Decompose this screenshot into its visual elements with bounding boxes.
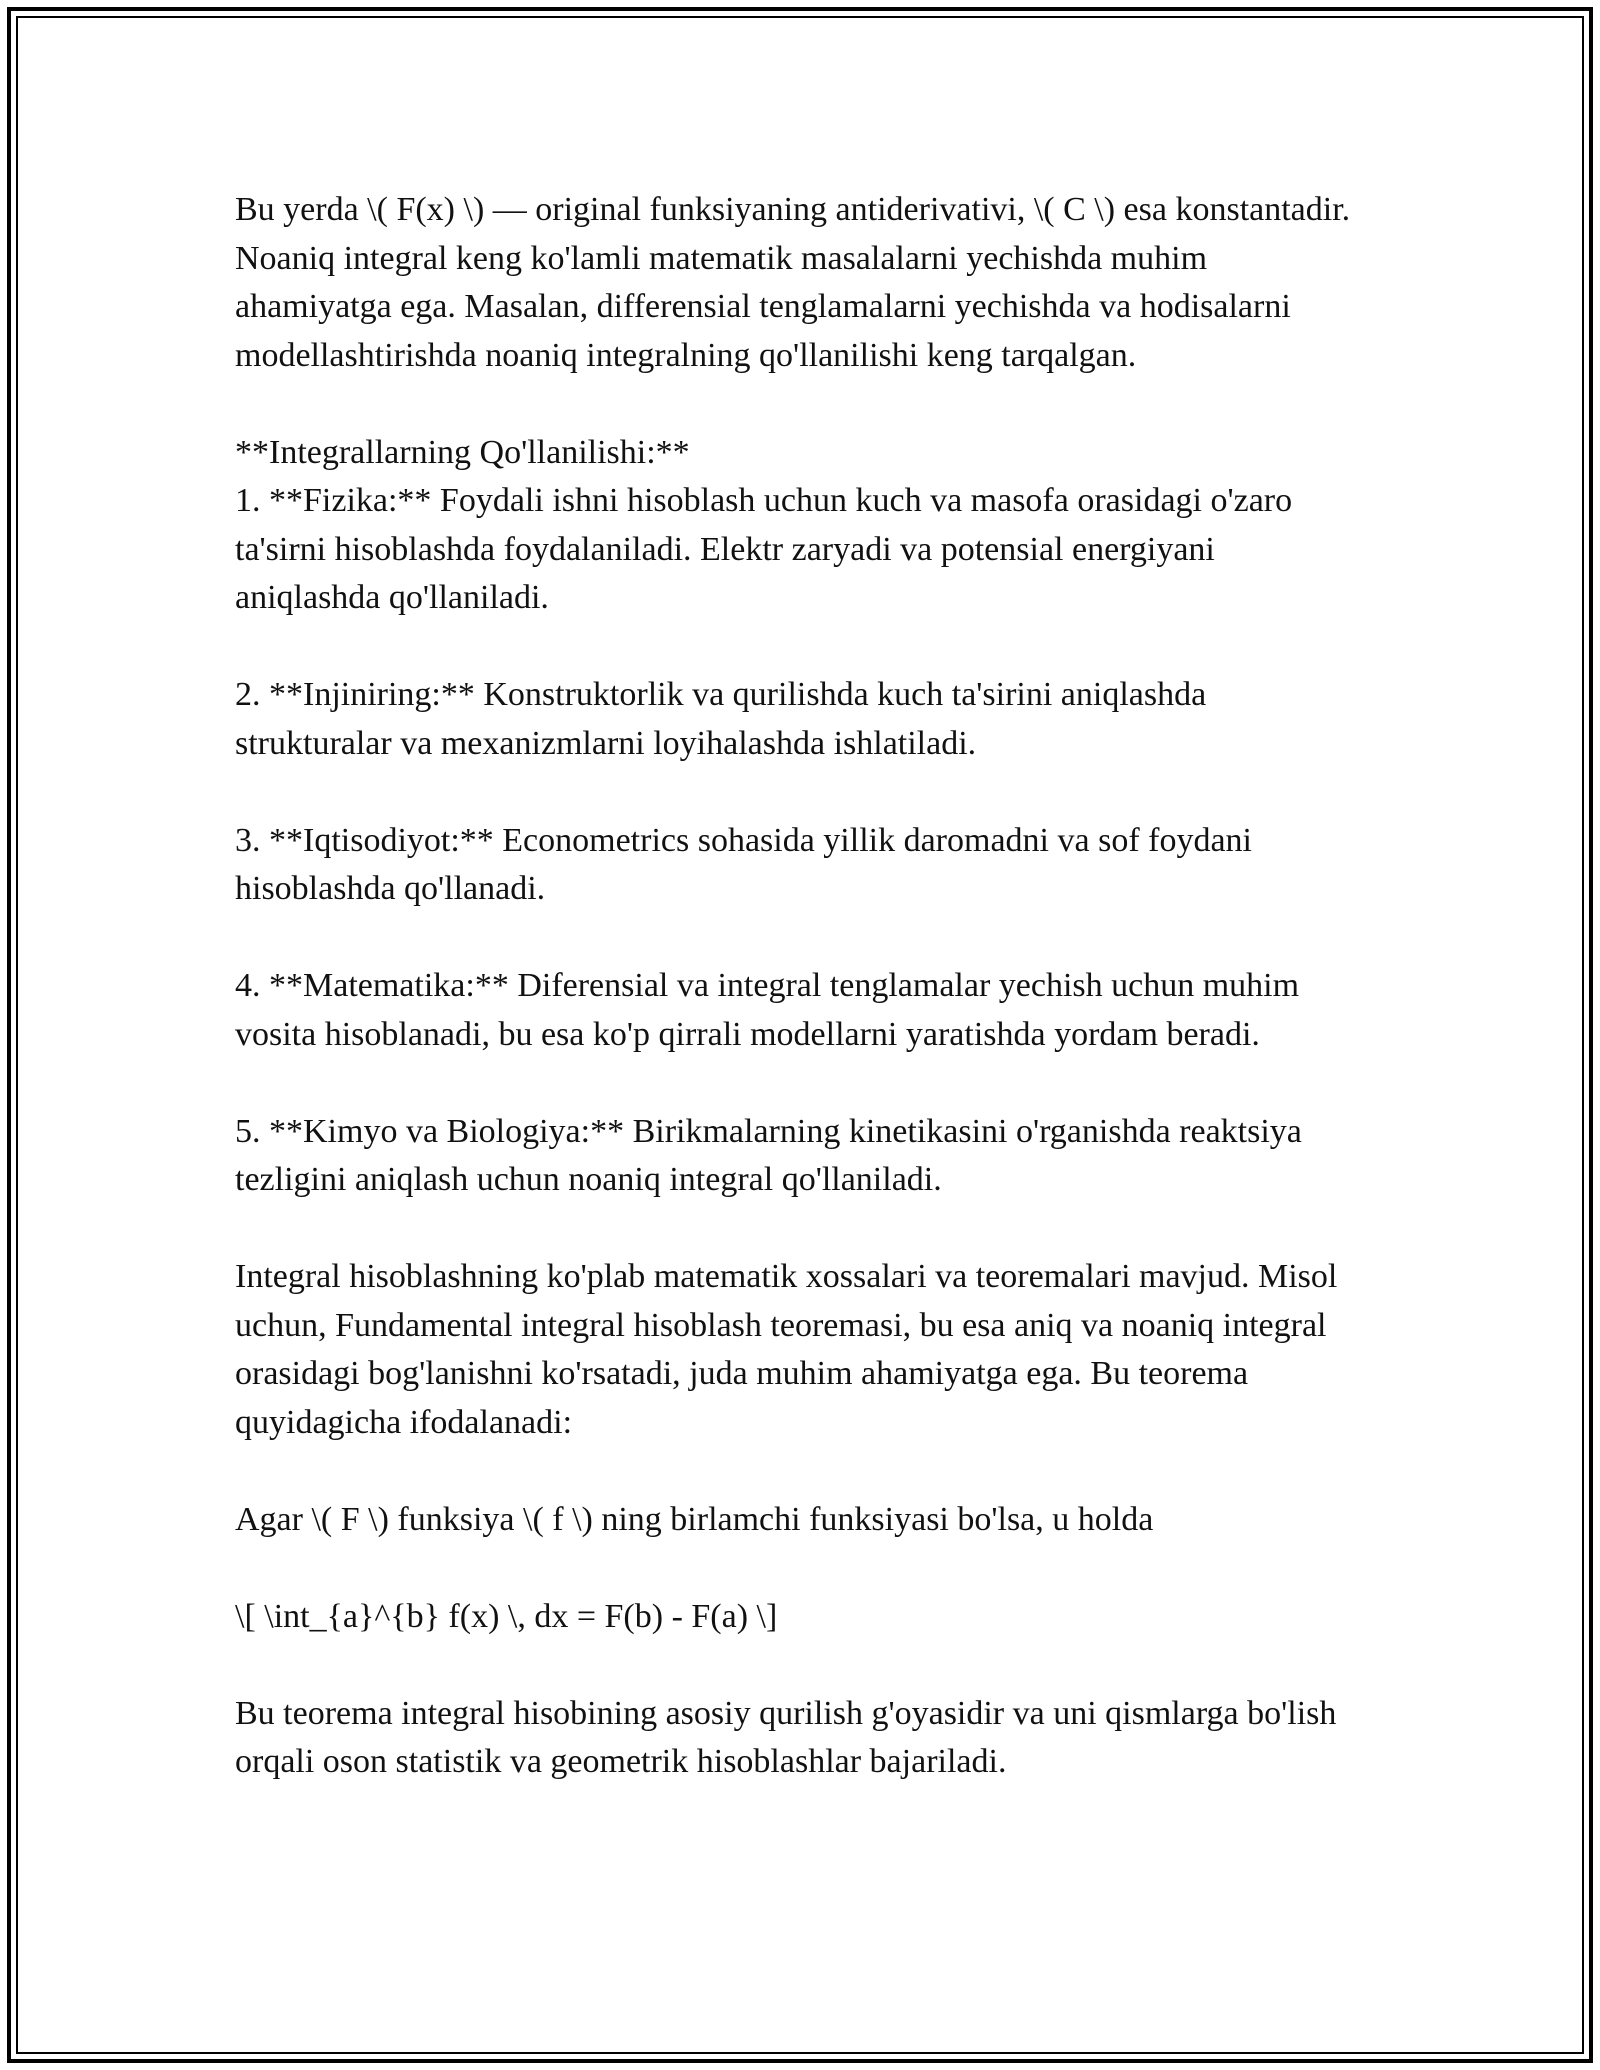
list-item-economics: 3. **Iqtisodiyot:** Econometrics sohasida yillik daromadni va sof foydani hisoblashda qo'llanadi. <box>235 821 1252 907</box>
paragraph-theorem-statement: Agar \( F \) funksiya \( f \) ning birlamchi funksiyasi bo'lsa, u holda <box>235 1500 1154 1538</box>
list-item-mathematics: 4. **Matematika:** Diferensial va integral tenglamalar yechish uchun muhim vosita hisoblanadi, bu esa ko'p qirrali modellarni yaratishda yordam beradi. <box>235 967 1300 1053</box>
document-body <box>235 186 1365 1787</box>
list-item-chemistry-biology: 5. **Kimyo va Biologiya:** Birikmalarning kinetikasini o'rganishda reaktsiya tezligini aniqlash uchun noaniq integral qo'llaniladi. <box>235 1112 1302 1198</box>
formula-fundamental-theorem: \[ \int_{a}^{b} f(x) \, dx = F(b) - F(a) \] <box>235 1597 778 1635</box>
paragraph-intro: Bu yerda \( F(x) \) — original funksiyaning antiderivativi, \( C \) esa konstantadir. Noaniq integral keng ko'lamli matematik masalalarni yechishda muhim ahamiyatga ega. Masalan, differensial tenglamalarni yechishda va hodisalarni modellashtirishda noaniq integralning qo'llanilishi keng tarqalgan. <box>235 191 1351 374</box>
section-heading: **Integrallarning Qo'llanilishi:** <box>235 433 690 471</box>
paragraph-theorems: Integral hisoblashning ko'plab matematik xossalari va teoremalari mavjud. Misol uchun, Fundamental integral hisoblash teoremasi, bu esa aniq va noaniq integral orasidagi bog'lanishni ko'rsatadi, juda muhim ahamiyatga ega. Bu teorema quyidagicha ifodalanadi: <box>235 1258 1338 1441</box>
list-item-physics: 1. **Fizika:** Foydali ishni hisoblash uchun kuch va masofa orasidagi o'zaro ta'sirni hisoblashda foydalaniladi. Elektr zaryadi va potensial energiyani aniqlashda qo'llaniladi. <box>235 482 1293 616</box>
paragraph-conclusion: Bu teorema integral hisobining asosiy qurilish g'oyasidir va uni qismlarga bo'lish orqali oson statistik va geometrik hisoblashlar bajariladi. <box>235 1694 1337 1780</box>
list-item-engineering: 2. **Injiniring:** Konstruktorlik va qurilishda kuch ta'sirini aniqlashda strukturalar va mexanizmlarni loyihalashda ishlatiladi. <box>235 676 1207 762</box>
